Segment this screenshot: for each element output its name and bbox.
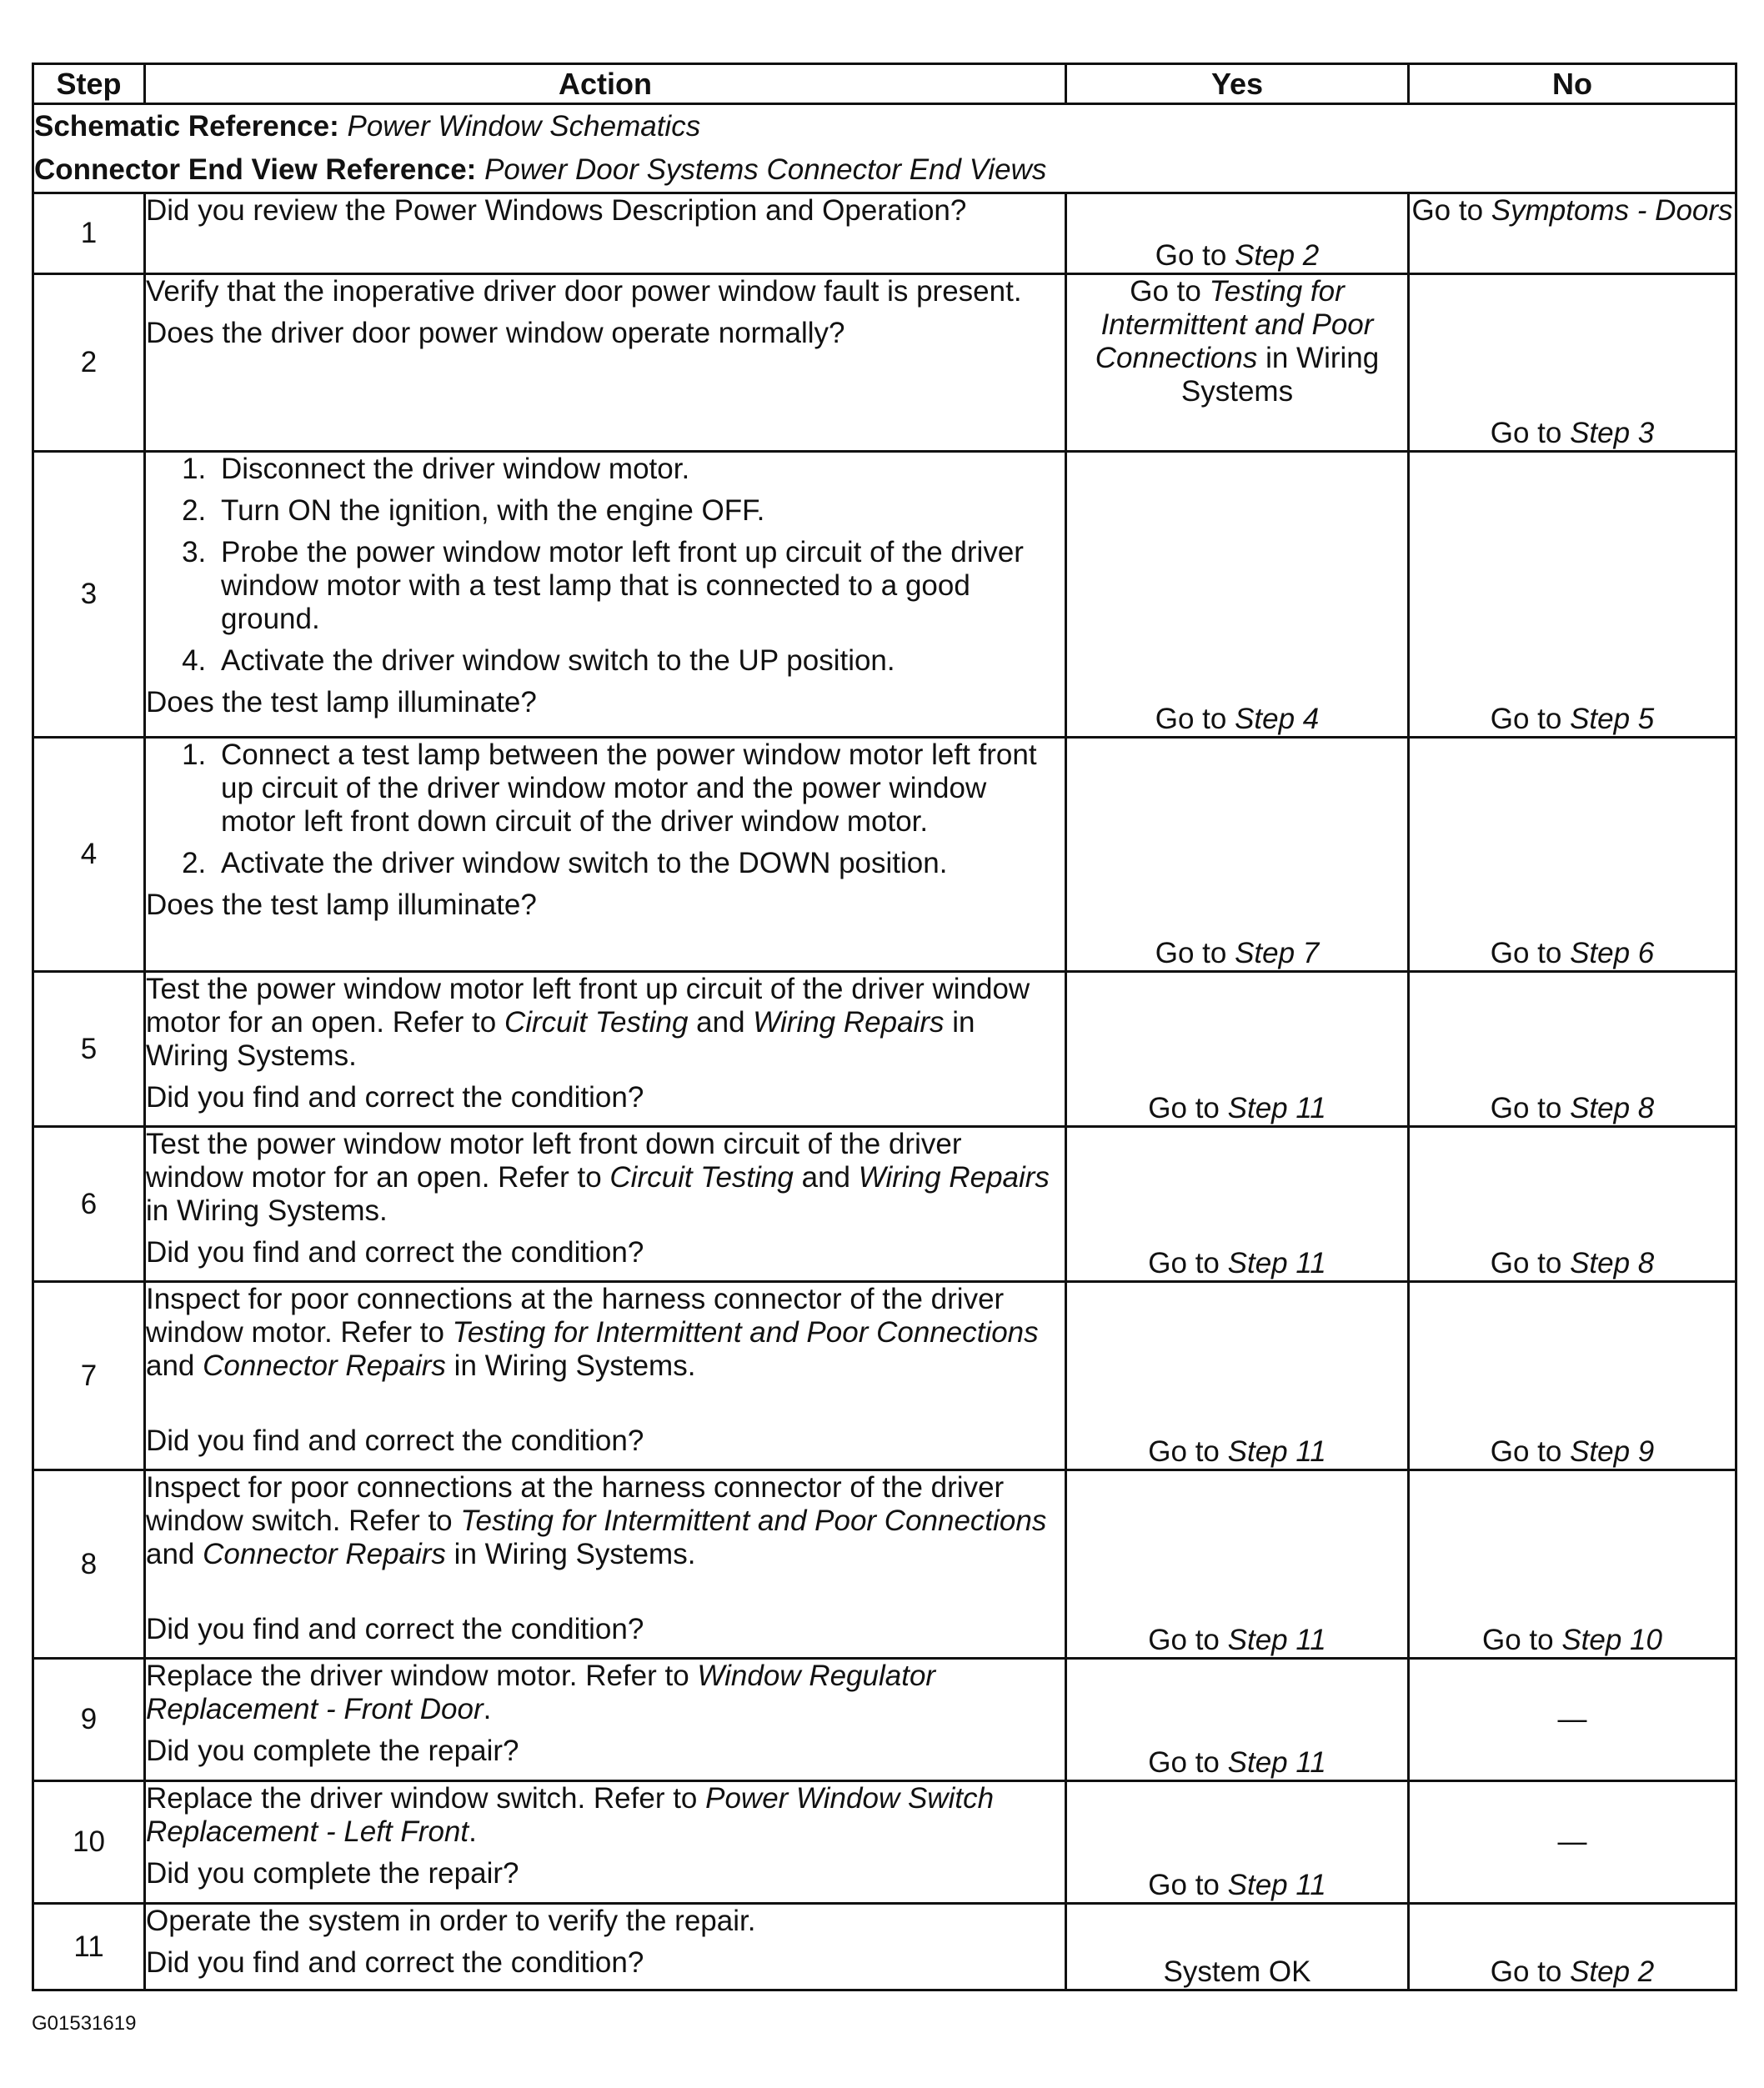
reference-link[interactable]: Wiring Repairs (858, 1161, 1050, 1194)
step-no (1409, 1127, 1736, 1282)
step-action (145, 1781, 1066, 1904)
header-action: Action (145, 64, 1066, 104)
instruction-text: in Wiring Systems. (445, 1349, 696, 1382)
no-prefix: Go to (1490, 1435, 1571, 1468)
step-number: 7 (33, 1282, 145, 1470)
step-question: Did you find and correct the condition? (146, 1425, 644, 1457)
step-action (145, 1127, 1066, 1282)
step-yes (1066, 1127, 1409, 1282)
step-action (145, 452, 1066, 738)
yes-prefix: Go to (1148, 1869, 1228, 1901)
instruction-text: Replace the driver window motor. Refer to (146, 1660, 698, 1692)
instruction-text: . (469, 1815, 477, 1848)
reference-link[interactable]: Wiring Repairs (753, 1006, 945, 1039)
step-instruction (146, 1782, 1065, 1849)
yes-prefix: Go to (1155, 937, 1235, 969)
step-number: 3 (33, 452, 145, 738)
step-action (145, 1282, 1066, 1470)
step-yes (1066, 452, 1409, 738)
substep: 3. Probe the power window motor left front up circuit of the driver window motor with a test lamp that is connected to a good ground. (214, 536, 1065, 636)
yes-link[interactable]: Step 11 (1227, 1092, 1326, 1124)
schematic-reference-label: Schematic Reference: (34, 110, 339, 143)
step-instruction: Operate the system in order to verify the repair. (146, 1905, 756, 1937)
yes-link[interactable]: Step 4 (1235, 703, 1320, 735)
step-question: Did you find and correct the condition? (146, 1236, 644, 1269)
no-prefix: Go to (1490, 1955, 1571, 1988)
step-question: Did you find and correct the condition? (146, 1946, 644, 1979)
step-yes (1066, 972, 1409, 1127)
no-link[interactable]: Step 6 (1570, 937, 1655, 969)
step-instruction (146, 1471, 1065, 1571)
diagnostic-table-container (32, 63, 1735, 1991)
step-yes (1066, 738, 1409, 972)
no-link[interactable]: Step 8 (1570, 1092, 1655, 1124)
yes-prefix: Go to (1148, 1435, 1228, 1468)
reference-link[interactable]: Connector Repairs (203, 1538, 446, 1570)
no-link[interactable]: Step 3 (1570, 417, 1655, 449)
step-no (1409, 972, 1736, 1127)
step-yes (1066, 274, 1409, 452)
no-prefix: Go to (1490, 937, 1571, 969)
no-prefix: Go to (1411, 194, 1491, 227)
table-row (33, 274, 1736, 452)
yes-link[interactable]: Step 11 (1227, 1746, 1326, 1779)
reference-row (33, 104, 1736, 193)
table-row (33, 1282, 1736, 1470)
instruction-text: and (146, 1538, 203, 1570)
instruction-text: Test the power window motor left front down circuit of the driver window motor for an open. Refer to (146, 1128, 962, 1194)
reference-link[interactable]: Circuit Testing (609, 1161, 794, 1194)
no-link[interactable]: Step 5 (1570, 703, 1655, 735)
step-question: Did you find and correct the condition? (146, 1613, 644, 1645)
instruction-text: in Wiring Systems. (146, 1194, 388, 1227)
reference-link[interactable]: Testing for Intermittent and Poor Connections (452, 1316, 1039, 1349)
yes-prefix: Go to (1130, 275, 1210, 308)
reference-link[interactable]: Window Regulator Replacement - Front Door (146, 1660, 936, 1725)
step-yes: System OK (1066, 1904, 1409, 1990)
reference-cell (33, 104, 1736, 193)
substep: 2. Activate the driver window switch to the DOWN position. (214, 847, 1065, 880)
step-question: Does the test lamp illuminate? (146, 889, 537, 921)
step-question: Did you review the Power Windows Description and Operation? (146, 194, 967, 227)
connector-reference-link[interactable]: Power Door Systems Connector End Views (484, 153, 1047, 186)
no-prefix: Go to (1490, 1092, 1571, 1124)
step-action (145, 274, 1066, 452)
substep: 1. Disconnect the driver window motor. (214, 453, 1065, 486)
no-prefix: Go to (1490, 1247, 1571, 1279)
step-question: Did you find and correct the condition? (146, 1081, 644, 1114)
instruction-text: and (688, 1006, 754, 1039)
step-question: Did you complete the repair? (146, 1857, 519, 1890)
substep: 4. Activate the driver window switch to the UP position. (214, 644, 1065, 678)
header-yes: Yes (1066, 64, 1409, 104)
step-no (1409, 738, 1736, 972)
step-yes (1066, 1282, 1409, 1470)
step-no: — (1409, 1659, 1736, 1781)
instruction-text: Inspect for poor connections at the harness connector of the driver window switch. Refer to (146, 1471, 1005, 1537)
step-number: 8 (33, 1470, 145, 1659)
step-number: 6 (33, 1127, 145, 1282)
step-no (1409, 1470, 1736, 1659)
schematic-reference (34, 105, 1735, 148)
yes-prefix: Go to (1155, 703, 1235, 735)
yes-suffix: in Wiring Systems (1180, 342, 1380, 408)
yes-link[interactable]: Step 11 (1227, 1869, 1326, 1901)
instruction-text: and (146, 1349, 203, 1382)
table-row (33, 1904, 1736, 1990)
yes-link[interactable]: Testing for Intermittent and Poor Connections (1095, 275, 1374, 374)
step-yes (1066, 193, 1409, 274)
step-substeps (146, 453, 1065, 678)
instruction-text: in Wiring Systems. (146, 1006, 975, 1072)
substep: 1. Connect a test lamp between the power window motor left front up circuit of the driver window motor and the power window motor left front down circuit of the driver window motor. (214, 739, 1065, 839)
substep: 2. Turn ON the ignition, with the engine OFF. (214, 494, 1065, 528)
step-no: — (1409, 1781, 1736, 1904)
yes-link[interactable]: Step 11 (1227, 1247, 1326, 1279)
table-row (33, 452, 1736, 738)
step-question: Did you complete the repair? (146, 1735, 519, 1767)
table-row (33, 1781, 1736, 1904)
step-action (145, 193, 1066, 274)
instruction-text: Inspect for poor connections at the harness connector of the driver window motor. Refer to (146, 1283, 1005, 1349)
table-row (33, 1127, 1736, 1282)
step-question: Does the driver door power window operate normally? (146, 317, 845, 349)
step-instruction: Verify that the inoperative driver door power window fault is present. (146, 275, 1022, 308)
step-number: 4 (33, 738, 145, 972)
step-number: 9 (33, 1659, 145, 1781)
step-number: 2 (33, 274, 145, 452)
step-yes (1066, 1470, 1409, 1659)
no-prefix: Go to (1490, 703, 1571, 735)
table-row (33, 1659, 1736, 1781)
no-link[interactable]: Step 10 (1561, 1624, 1662, 1656)
instruction-text: Replace the driver window switch. Refer to (146, 1782, 706, 1815)
table-row (33, 738, 1736, 972)
yes-link[interactable]: Step 2 (1235, 239, 1320, 272)
reference-link[interactable]: Testing for Intermittent and Poor Connections (460, 1505, 1047, 1537)
step-instruction (146, 973, 1065, 1073)
connector-reference-label: Connector End View Reference: (34, 153, 477, 186)
step-action (145, 1659, 1066, 1781)
step-action (145, 1470, 1066, 1659)
figure-id: G01531619 (32, 2012, 137, 2035)
yes-link[interactable]: Step 11 (1227, 1435, 1326, 1468)
instruction-text: . (483, 1693, 492, 1725)
yes-prefix: Go to (1148, 1746, 1228, 1779)
yes-link[interactable]: Step 11 (1227, 1624, 1326, 1656)
yes-link[interactable]: Step 7 (1235, 937, 1320, 969)
no-link[interactable]: Step 2 (1570, 1955, 1655, 1988)
table-row (33, 193, 1736, 274)
step-action (145, 738, 1066, 972)
instruction-text: in Wiring Systems. (445, 1538, 696, 1570)
step-instruction (146, 1660, 1065, 1726)
yes-prefix: Go to (1148, 1092, 1228, 1124)
no-link[interactable]: Step 9 (1570, 1435, 1655, 1468)
step-number: 5 (33, 972, 145, 1127)
reference-link[interactable]: Circuit Testing (504, 1006, 689, 1039)
yes-prefix: Go to (1155, 239, 1235, 272)
header-no: No (1409, 64, 1736, 104)
no-prefix: Go to (1482, 1624, 1562, 1656)
step-question: Does the test lamp illuminate? (146, 686, 537, 719)
step-action (145, 1904, 1066, 1990)
step-no (1409, 1904, 1736, 1990)
no-link[interactable]: Symptoms - Doors (1491, 194, 1733, 227)
no-prefix: Go to (1490, 417, 1571, 449)
instruction-text: Test the power window motor left front up circuit of the driver window motor for an open. Refer to (146, 973, 1030, 1039)
step-yes (1066, 1781, 1409, 1904)
no-link[interactable]: Step 8 (1570, 1247, 1655, 1279)
yes-prefix: Go to (1148, 1624, 1228, 1656)
step-instruction (146, 1128, 1065, 1228)
table-row (33, 1470, 1736, 1659)
step-number: 11 (33, 1904, 145, 1990)
step-action (145, 972, 1066, 1127)
table-row (33, 972, 1736, 1127)
reference-link[interactable]: Power Window Switch Replacement - Left Front (146, 1782, 995, 1848)
instruction-text: and (793, 1161, 859, 1194)
step-instruction (146, 1283, 1065, 1383)
header-step: Step (33, 64, 145, 104)
step-number: 10 (33, 1781, 145, 1904)
step-no (1409, 193, 1736, 274)
yes-prefix: Go to (1148, 1247, 1228, 1279)
step-no (1409, 452, 1736, 738)
diagnostic-table (32, 63, 1737, 1991)
reference-link[interactable]: Connector Repairs (203, 1349, 446, 1382)
connector-reference (34, 148, 1735, 192)
step-yes (1066, 1659, 1409, 1781)
step-substeps (146, 739, 1065, 880)
step-number: 1 (33, 193, 145, 274)
schematic-reference-link[interactable]: Power Window Schematics (347, 110, 701, 143)
step-no (1409, 1282, 1736, 1470)
header-row (33, 64, 1736, 104)
step-no (1409, 274, 1736, 452)
